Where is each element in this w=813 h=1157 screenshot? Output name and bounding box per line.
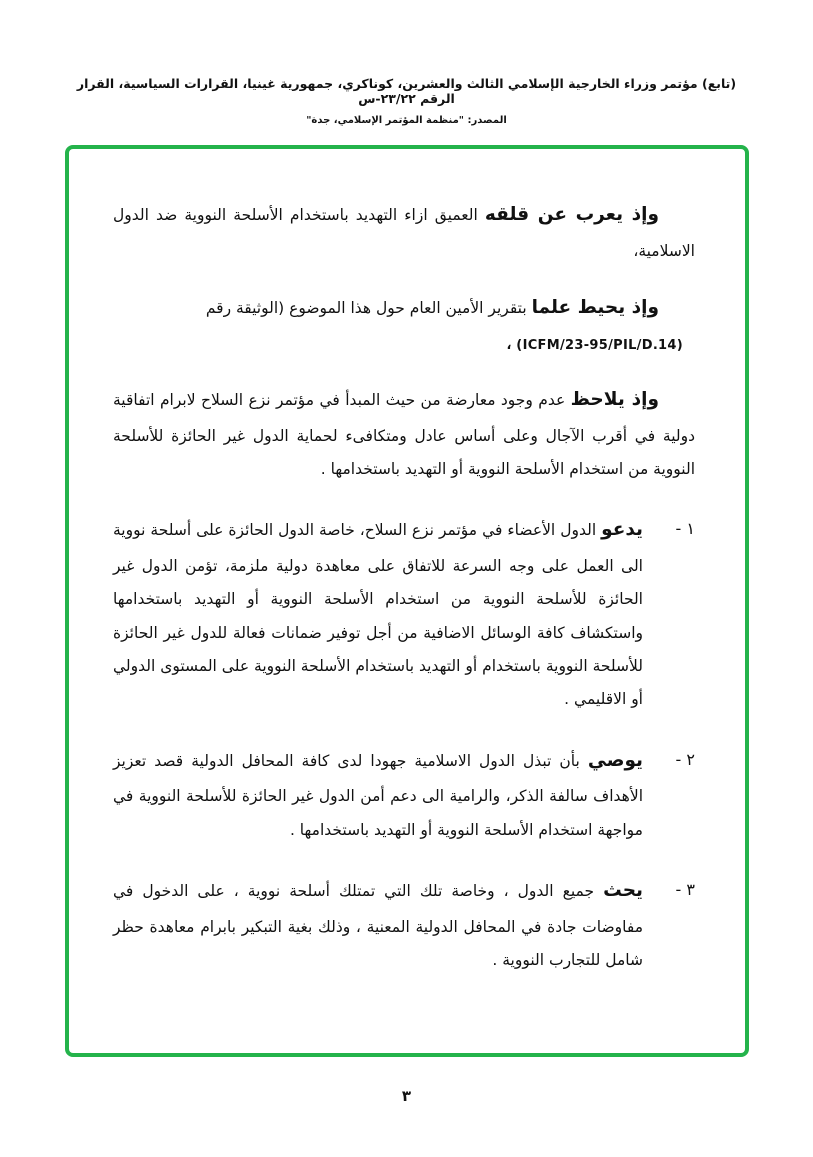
preamble-text: بتقرير الأمين العام حول هذا الموضوع (الوثيقة رقم bbox=[205, 299, 527, 318]
resolution-item bbox=[113, 741, 695, 847]
resolution-item bbox=[113, 510, 695, 716]
item-number: ١ - bbox=[675, 519, 695, 539]
item-lead: يوصي bbox=[587, 749, 643, 771]
item-number: ٣ - bbox=[675, 879, 695, 899]
document-body bbox=[69, 149, 745, 1053]
item-body: جميع الدول ، وخاصة تلك التي تمتلك أسلحة نووية ، على الدخول في مفاوضات جادة في المحافل الدولية المعنية ، وذلك بغية التبكير بابرام معاهدة حظر شامل للتجارب النووية . bbox=[113, 881, 643, 969]
preamble-lead: وإذ يلاحظ bbox=[570, 388, 659, 410]
document-reference-code: (ICFM/23-95/PIL/D.14) ، bbox=[506, 337, 683, 353]
preamble-text: العميق ازاء التهديد باستخدام الأسلحة النووية ضد الدول الاسلامية، bbox=[113, 206, 695, 260]
item-text bbox=[113, 741, 643, 847]
preamble-paragraph bbox=[113, 288, 695, 328]
item-text bbox=[113, 871, 643, 977]
item-number: ٢ - bbox=[675, 749, 695, 769]
preamble-lead: وإذ يحيط علما bbox=[531, 297, 659, 319]
preamble-paragraph bbox=[113, 380, 695, 486]
item-lead: يحث bbox=[603, 879, 643, 901]
highlight-frame bbox=[65, 145, 749, 1057]
page-number: ٣ bbox=[401, 1087, 412, 1105]
item-text bbox=[113, 510, 643, 716]
preamble-lead: وإذ يعرب عن قلقه bbox=[484, 204, 659, 225]
preamble-text: عدم وجود معارضة من حيث المبدأ في مؤتمر نزع السلاح لابرام اتفاقية دولية في أقرب الآجال وعلى أساس عادل ومتكافىء لحماية الدول غير الحائزة للأسلحة النووية من استخدام الأسلحة النووية أو التهديد باستخدامها . bbox=[113, 390, 695, 478]
resolution-item bbox=[113, 871, 695, 977]
header-source: المصدر: "منظمة المؤتمر الإسلامي، جدة" bbox=[306, 115, 507, 126]
item-body: الدول الأعضاء في مؤتمر نزع السلاح، خاصة الدول الحائزة على أسلحة نووية الى العمل على وجه السرعة للاتفاق على معاهدة دولية ملزمة، تؤمن الدول غير الحائزة للأسلحة النووية من استخدام الأسلحة النووية أو التهديد باستخدامها واستكشاف كافة الوسائل الاضافية من أجل توفير ضمانات فعالة للدول غير الحائزة للأسلحة النووية باستخدام أو التهديد باستخدام الأسلحة النووية على المستوى الدولي أو الاقليمي . bbox=[113, 521, 643, 709]
item-body: بأن تبذل الدول الاسلامية جهودا لدى كافة المحافل الدولية قصد تعزيز الأهداف سالفة الذكر، والرامية الى دعم أمن الدول غير الحائزة للأسلحة النووية في مواجهة استخدام الأسلحة النووية أو التهديد باستخدامها . bbox=[113, 751, 643, 839]
item-lead: يدعو bbox=[601, 519, 643, 541]
resolution-items bbox=[113, 510, 695, 977]
document-header bbox=[60, 76, 753, 126]
header-title: (تابع) مؤتمر وزراء الخارجية الإسلامي الثالث والعشرين، كوناكري، جمهورية غينيا، القرارات السياسية، القرار الرقم ٢٣/٢٢-س bbox=[76, 76, 737, 106]
preamble-paragraph bbox=[113, 195, 695, 268]
